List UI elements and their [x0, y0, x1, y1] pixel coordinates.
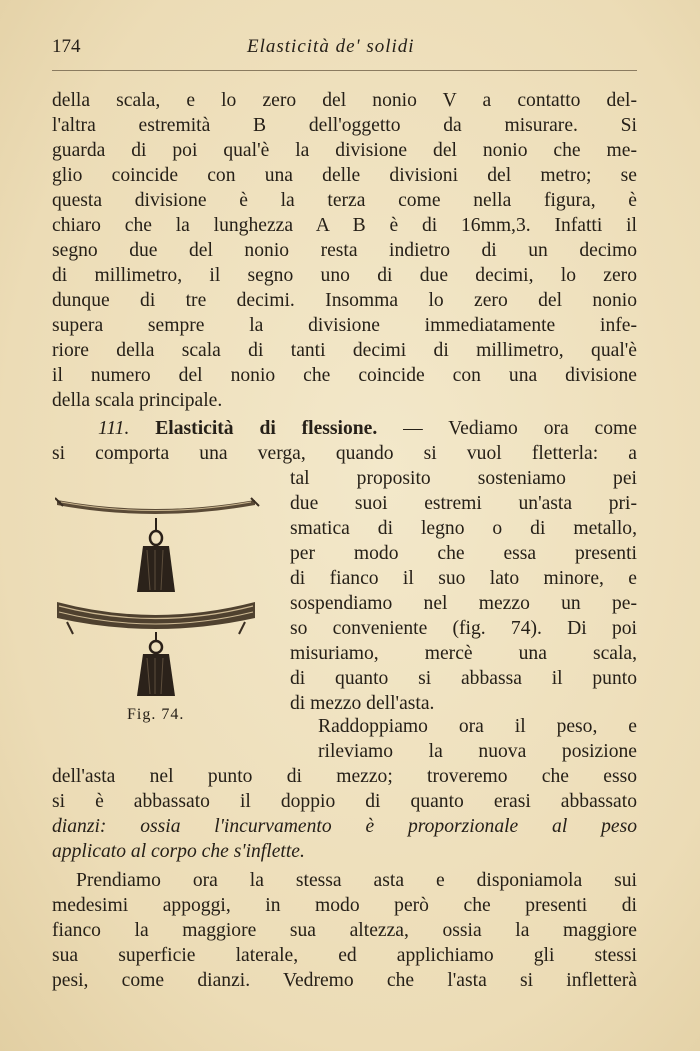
paragraph-nonio [52, 88, 637, 413]
section-intro-text: — Vediamo ora come [403, 418, 637, 439]
figure-caption: Fig. 74. [127, 706, 185, 723]
text-line: guarda di poi qual'è la divisione del nonio che me- [52, 140, 637, 161]
text-line-emphasis: applicato al corpo che s'inflette. [52, 841, 305, 862]
text-line: di quanto si abbassa il punto [290, 668, 637, 689]
text-line: di millimetro, il segno uno di due decimi, lo zero [52, 265, 637, 286]
text-line: tal proposito sosteniamo pei [290, 468, 637, 489]
thin-beam [55, 498, 259, 514]
text-line: il numero del nonio che coincide con una divisione [52, 365, 637, 386]
text-line: dunque di tre decimi. Insomma lo zero del nonio [52, 290, 637, 311]
text-line: si è abbassato il doppio di quanto erasi abbassato [52, 791, 637, 812]
text-line [52, 839, 637, 864]
text-line: fianco la maggiore sua altezza, ossia la maggiore [52, 920, 637, 941]
text-line: so conveniente (fig. 74). Di poi [290, 618, 637, 639]
text-line: misuriamo, mercè una scala, [290, 643, 637, 664]
text-line: sua superficie laterale, ed applichiamo gli stessi [52, 945, 637, 966]
figure-74-illustration [55, 490, 260, 700]
text-line: l'altra estremità B dell'oggetto da misurare. Si [52, 115, 637, 136]
text-line: si comporta una verga, quando si vuol fletterla: a [52, 443, 637, 464]
text-line: segno due del nonio resta indietro di un decimo [52, 240, 637, 261]
text-line: questa divisione è la terza come nella figura, è [52, 190, 637, 211]
lower-weight [137, 632, 175, 696]
text-line-emphasis: dianzi: ossia l'incurvamento è proporzionale al peso [52, 816, 637, 837]
section-title: Elasticità di flessione. [155, 418, 378, 439]
text-line: sospendiamo nel mezzo un pe- [290, 593, 637, 614]
header-rule [52, 70, 637, 71]
paragraph-height [52, 868, 637, 993]
text-line: per modo che essa presenti [290, 543, 637, 564]
text-line: supera sempre la divisione immediatamente infe- [52, 315, 637, 336]
figure-wrap-text [290, 466, 637, 716]
text-line: due suoi estremi un'asta pri- [290, 493, 637, 514]
section-number: 111. [98, 418, 130, 439]
text-line: di fianco il suo lato minore, e [290, 568, 637, 589]
section-intro [52, 416, 637, 466]
text-line: di mezzo dell'asta. [290, 693, 435, 714]
text-line: rileviamo la nuova posizione [318, 741, 637, 762]
text-line: glio coincide con una delle divisioni del metro; se [52, 165, 637, 186]
text-line: Raddoppiamo ora il peso, e [318, 716, 637, 737]
text-line: smatica di legno o di metallo, [290, 518, 637, 539]
running-title: Elasticità de' solidi [247, 36, 415, 57]
text-line: chiaro che la lunghezza A B è di 16mm,3. Infatti il [52, 215, 637, 236]
thick-beam [57, 602, 255, 634]
text-line: medesimi appoggi, in modo però che presenti di [52, 895, 637, 916]
page-header [52, 36, 637, 62]
text-line: dell'asta nel punto di mezzo; troveremo che esso [52, 766, 637, 787]
upper-weight [137, 518, 175, 592]
text-line: Prendiamo ora la stessa asta e disponiamola sui [76, 870, 637, 891]
paragraph-doubling [52, 764, 637, 864]
page-number: 174 [52, 36, 81, 57]
text-line: della scala, e lo zero del nonio V a contatto del- [52, 90, 637, 111]
text-line: della scala principale. [52, 390, 223, 411]
text-line: riore della scala di tanti decimi di millimetro, qual'è [52, 340, 637, 361]
text-line: pesi, come dianzi. Vedremo che l'asta si infletterà [52, 970, 637, 991]
figure-wrap-text-2 [318, 714, 637, 764]
text-line [52, 814, 637, 839]
section-heading-line [52, 416, 637, 441]
